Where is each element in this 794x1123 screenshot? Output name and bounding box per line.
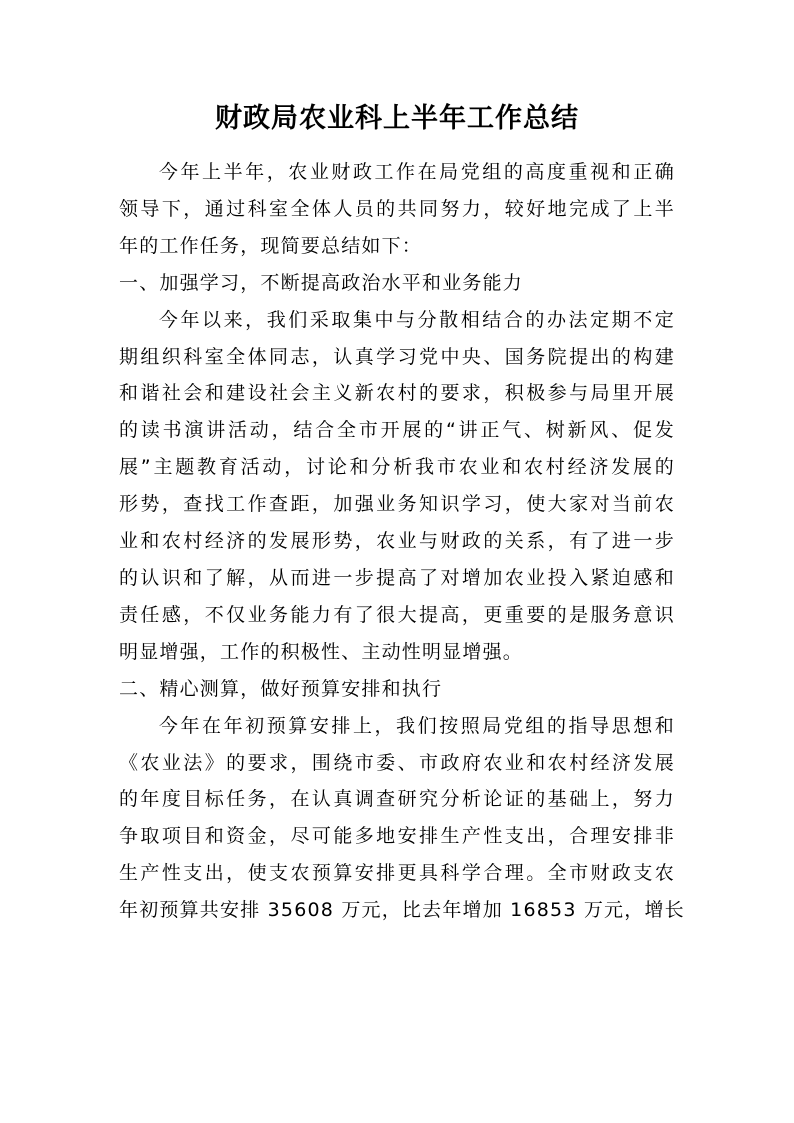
paragraph-line: 明显增强，工作的积极性、主动性明显增强。 <box>119 640 524 663</box>
paragraph-line: 争取项目和资金，尽可能多地安排生产性支出，合理安排非 <box>119 825 675 848</box>
paragraph-line: 《农业法》的要求，围绕市委、市政府农业和农村经济发展 <box>119 751 675 774</box>
paragraph-line: 生产性支出，使支农预算安排更具科学合理。全市财政支农 <box>119 862 675 885</box>
section-heading-1: 一、加强学习，不断提高政治水平和业务能力 <box>119 271 524 294</box>
paragraph-line: 的读书演讲活动，结合全市开展的“讲正气、树新风、促发 <box>119 419 675 442</box>
paragraph-line: 领导下，通过科室全体人员的共同努力，较好地完成了上半 <box>119 197 675 220</box>
paragraph-line: 今年上半年，农业财政工作在局党组的高度重视和正确 <box>158 161 675 183</box>
paragraph-line: 今年在年初预算安排上，我们按照局党组的指导思想和 <box>158 714 675 737</box>
paragraph-line: 年的工作任务，现简要总结如下： <box>119 234 423 257</box>
paragraph-line: 期组织科室全体同志，认真学习党中央、国务院提出的构建 <box>119 345 675 368</box>
paragraph-line: 业和农村经济的发展形势，农业与财政的关系，有了进一步 <box>119 530 675 553</box>
document-title: 财政局农业科上半年工作总结 <box>215 103 579 134</box>
paragraph-line: 责任感，不仅业务能力有了很大提高，更重要的是服务意识 <box>119 603 675 626</box>
paragraph-line: 展”主题教育活动，讨论和分析我市农业和农村经济发展的 <box>119 456 675 479</box>
paragraph-line: 今年以来，我们采取集中与分散相结合的办法定期不定 <box>158 308 675 331</box>
intro-paragraph <box>119 154 675 265</box>
section-heading-2: 二、精心测算，做好预算安排和执行 <box>119 677 443 700</box>
paragraph-line: 形势，查找工作查距，加强业务知识学习，使大家对当前农 <box>119 493 675 516</box>
paragraph-line: 的认识和了解，从而进一步提高了对增加农业投入紧迫感和 <box>119 566 675 589</box>
section-1-paragraph <box>119 302 675 671</box>
section-2-paragraph <box>119 708 685 929</box>
document-body <box>119 154 685 929</box>
paragraph-line: 和谐社会和建设社会主义新农村的要求，积极参与局里开展 <box>119 382 675 405</box>
paragraph-line: 年初预算共安排 35608 万元，比去年增加 16853 万元，增长 <box>119 899 685 922</box>
paragraph-line: 的年度目标任务，在认真调查研究分析论证的基础上，努力 <box>119 788 675 811</box>
